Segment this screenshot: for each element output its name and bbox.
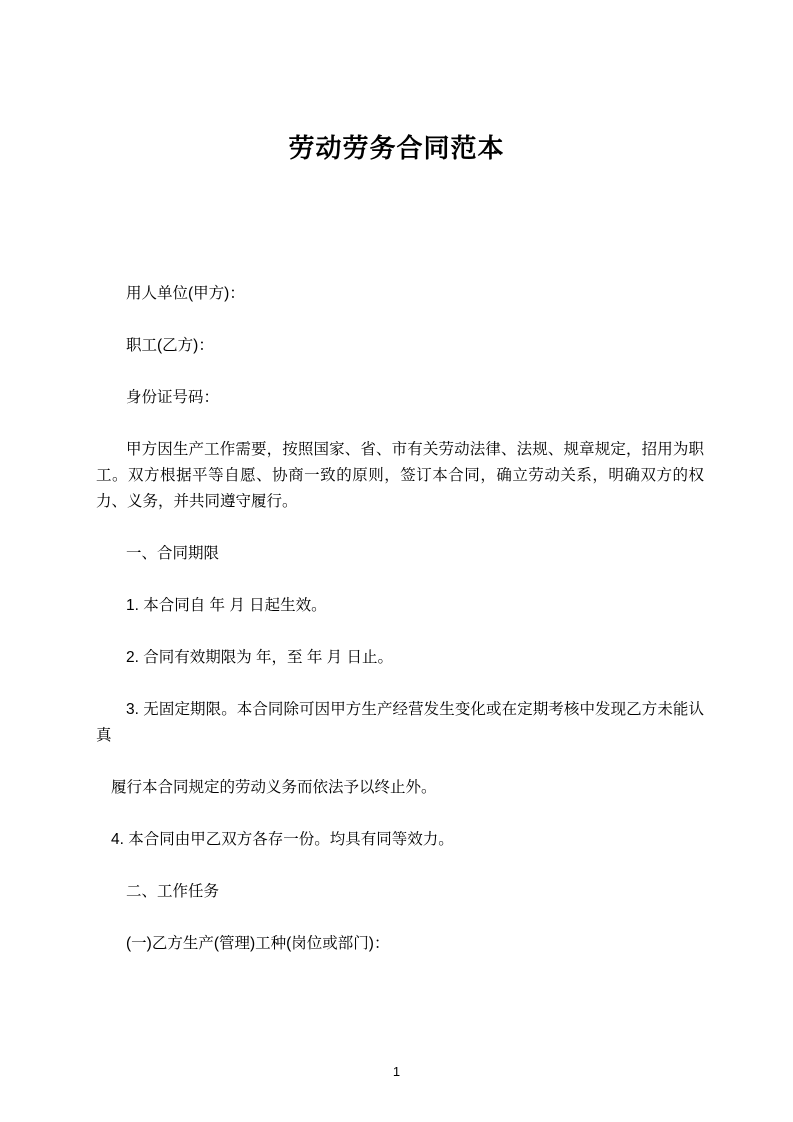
paragraph-clause-1-3-continued: 履行本合同规定的劳动义务而依法予以终止外。 [111, 779, 437, 796]
paragraph-clause-2-1: (一)乙方生产(管理)工种(岗位或部门)： [126, 935, 390, 952]
paragraph-employer: 用人单位(甲方)： [126, 285, 245, 302]
paragraph-employee: 职工(乙方)： [126, 337, 214, 354]
heading-section-2: 二、工作任务 [126, 883, 220, 900]
paragraph-clause-1-3: 3. 无固定期限。本合同除可因甲方生产经营发生变化或在定期考核中发现乙方未能认真 [96, 701, 704, 744]
heading-section-1: 一、合同期限 [126, 545, 220, 562]
paragraph-clause-1-4: 4. 本合同由甲乙双方各存一份。均具有同等效力。 [111, 831, 454, 848]
page-number: 1 [392, 1064, 401, 1079]
paragraph-preamble: 甲方因生产工作需要，按照国家、省、市有关劳动法律、法规、规章规定，招用为职工。双方根据平等自愿、协商一致的原则，签订本合同，确立劳动关系，明确双方的权力、义务，并共同遵守履行。 [96, 441, 704, 510]
document-body [96, 281, 704, 983]
page-title: 劳动劳务合同范本 [288, 133, 505, 163]
paragraph-clause-1-2: 2. 合同有效期限为 年，至 年 月 日止。 [126, 649, 393, 666]
paragraph-id-number: 身份证号码： [126, 389, 220, 406]
paragraph-clause-1-1: 1. 本合同自 年 月 日起生效。 [126, 597, 327, 614]
